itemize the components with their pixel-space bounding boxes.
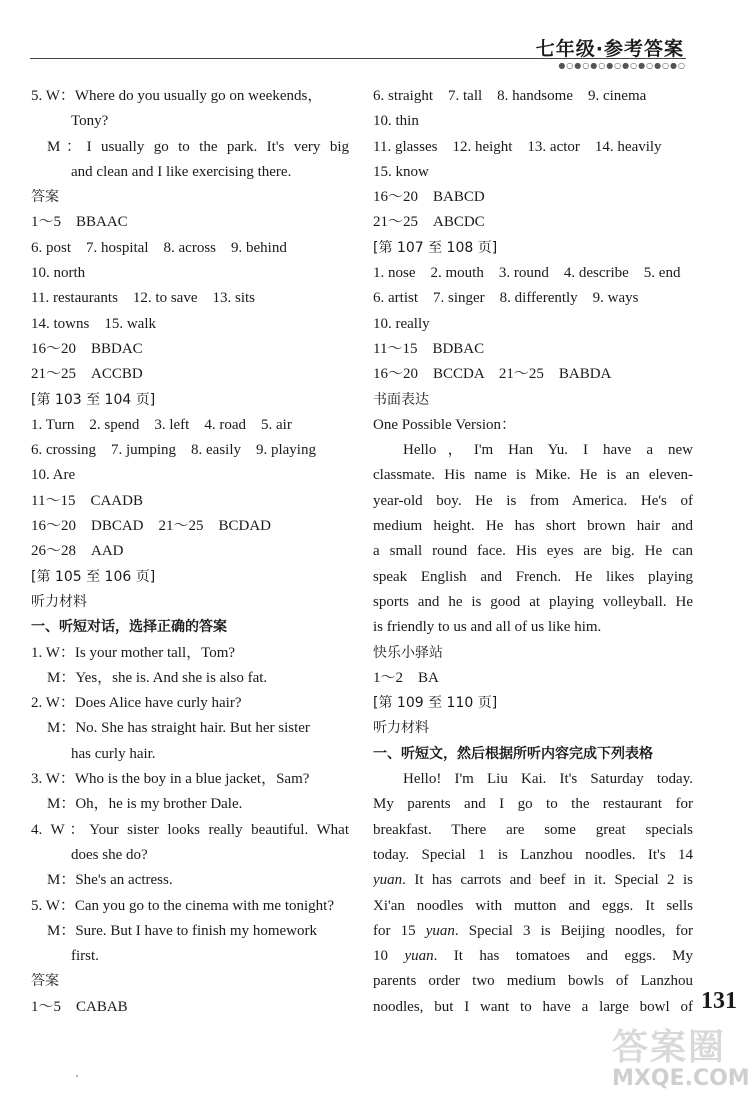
text-line: M：No. She has straight hair. But her sister [47, 720, 310, 737]
text-line: 15. know [373, 163, 429, 180]
text-line: 1. nose 2. mouth 3. round 4. describe 5. end [373, 265, 681, 282]
text-line: [第 107 至 108 页] [373, 239, 498, 256]
text-line: 1～5 CABAB [31, 998, 128, 1015]
print-speck [76, 1075, 78, 1077]
text-line: 11. restaurants 12. to save 13. sits [31, 290, 255, 307]
text-line: 11～15 CAADB [31, 492, 143, 509]
left-column [31, 84, 349, 1020]
text-line: speak English and French. He likes playing [373, 568, 693, 585]
text-line: medium height. He has short brown hair and [373, 518, 693, 535]
text-line: 3. W：Who is the boy in a blue jacket，Sam? [31, 771, 310, 788]
text-line: 答案 [31, 973, 59, 990]
text-line: 10. Are [31, 467, 76, 484]
text-line: 26～28 AAD [31, 543, 124, 560]
text-line: for 15 yuan. Special 3 is Beijing noodles, for [373, 922, 693, 939]
text-line: 5. W：Where do you usually go on weekends， [31, 88, 323, 104]
text-line: 10. thin [373, 113, 419, 130]
text-line: M：I usually go to the park. It's very big [47, 138, 349, 155]
text-line: 听力材料 [373, 720, 429, 737]
page-header-title: 七年级·参考答案 [535, 38, 684, 60]
header-rule [30, 58, 686, 59]
text-line: 快乐小驿站 [373, 644, 443, 661]
text-line: year-old boy. He is from America. He's of [373, 492, 693, 509]
text-line: 书面表达 [373, 391, 429, 408]
text-line: [第 109 至 110 页] [373, 695, 498, 712]
text-line: 16～20 BBDAC [31, 340, 143, 357]
text-line: [第 105 至 106 页] [31, 568, 156, 585]
text-line: and clean and I like exercising there. [71, 163, 292, 180]
text-line: 6. post 7. hospital 8. across 9. behind [31, 239, 287, 256]
text-line: M：Yes，she is. And she is also fat. [47, 669, 268, 686]
right-column [373, 84, 693, 1020]
text-line: first. [71, 948, 99, 965]
text-line: classmate. His name is Mike. He is an eleven- [373, 467, 693, 484]
text-line: 一、听短对话，选择正确的答案 [31, 619, 227, 636]
text-line: 16～20 BABCD [373, 189, 485, 206]
text-line: 21～25 ACCBD [31, 366, 143, 383]
watermark [612, 1027, 750, 1091]
text-line: Tony? [71, 113, 109, 130]
watermark-url: MXQE.COM [612, 1066, 750, 1091]
text-line: [第 103 至 104 页] [31, 391, 156, 408]
text-line: today. Special 1 is Lanzhou noodles. It's 14 [373, 846, 693, 863]
text-line: M：She's an actress. [47, 872, 173, 889]
text-line: 5. W：Can you go to the cinema with me tonight? [31, 897, 335, 914]
text-line: noodles, but I want to have a large bowl of [373, 998, 693, 1015]
text-line: 11～15 BDBAC [373, 340, 485, 357]
header-dot-ornament: ●○●○●○●○●○●○●○●○ [558, 61, 686, 70]
text-line: 4. W：Your sister looks really beautiful. What [31, 821, 349, 838]
text-line: 10. north [31, 265, 86, 282]
text-line: sports and he is good at playing volleyball. He [373, 593, 693, 610]
text-line: 16～20 DBCAD 21～25 BCDAD [31, 518, 272, 535]
text-line: One Possible Version： [373, 416, 517, 433]
text-line: 16～20 BCCDA 21～25 BABDA [373, 366, 612, 383]
text-line: My parents and I go to the restaurant for [373, 796, 693, 813]
page-number: 131 [701, 988, 737, 1014]
text-line: is friendly to us and all of us like him. [373, 619, 602, 636]
text-line: 6. crossing 7. jumping 8. easily 9. playing [31, 442, 316, 459]
text-line: 1. Turn 2. spend 3. left 4. road 5. air [31, 416, 292, 433]
text-line: M：Oh，he is my brother Dale. [47, 796, 243, 813]
text-line: has curly hair. [71, 745, 156, 762]
text-line: yuan. It has carrots and beef in it. Special 2 is [373, 872, 693, 889]
text-line: 6. artist 7. singer 8. differently 9. ways [373, 290, 639, 307]
text-line: a small round face. His eyes are big. He can [373, 543, 693, 560]
text-line: Xi'an noodles with mutton and eggs. It sells [373, 897, 693, 914]
text-line: parents order two medium bowls of Lanzhou [373, 973, 693, 990]
text-line: breakfast. There are some great specials [373, 821, 693, 838]
text-line: 10. really [373, 315, 430, 332]
text-line: Hello! I'm Liu Kai. It's Saturday today. [403, 771, 693, 788]
text-line: M：Sure. But I have to finish my homework [47, 922, 317, 939]
text-line: 14. towns 15. walk [31, 315, 156, 332]
text-line: 2. W：Does Alice have curly hair? [31, 695, 242, 712]
text-line: 一、听短文，然后根据所听内容完成下列表格 [373, 745, 653, 762]
text-line: 11. glasses 12. height 13. actor 14. heavily [373, 138, 662, 155]
text-line: 10 yuan. It has tomatoes and eggs. My [373, 948, 693, 965]
watermark-logo: 答案圈 [612, 1027, 727, 1068]
text-line: 答案 [31, 189, 59, 206]
text-line: 听力材料 [31, 593, 87, 610]
text-line: 1. W：Is your mother tall，Tom? [31, 644, 236, 661]
text-line: 6. straight 7. tall 8. handsome 9. cinema [373, 88, 647, 104]
text-line: does she do? [71, 846, 148, 863]
text-line: Hello，I'm Han Yu. I have a new [403, 442, 693, 459]
text-line: 1～2 BA [373, 669, 439, 686]
text-line: 21～25 ABCDC [373, 214, 485, 231]
text-line: 1～5 BBAAC [31, 214, 128, 231]
